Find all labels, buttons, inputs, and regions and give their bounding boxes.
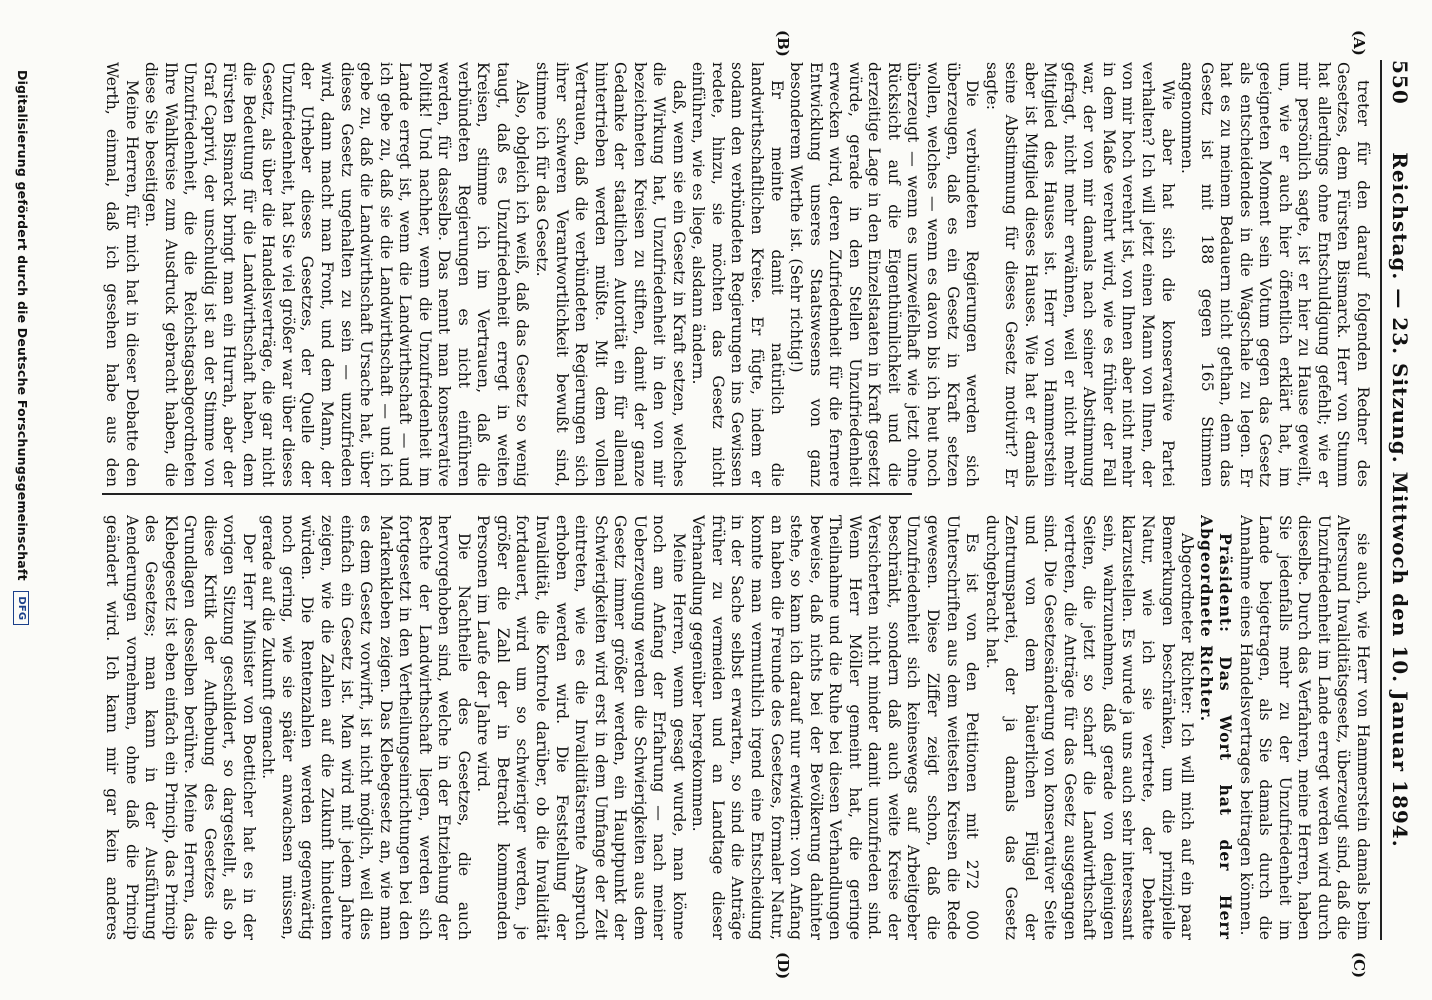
paragraph: Abgeordneter Richter: Ich will mich auf ein paar Bemerkungen beschränken, um die prinzipielle Natur, wie ich sie vertrete, der Debatte klarzustellen. Es wurde ja uns auch sehr interessant sein, wahrzunehmen, daß gerade von denjenigen Seiten, die jetzt so scharf die Landwirthschaft vertreten, die Anträge für das Gesetz ausgegangen sind. Die Gesetzesänderung von konservativer Seite und von dem bäuerlichen Flügel der Zentrumspartei, der ja damals das Gesetz durchgebracht hat.	[982, 515, 1197, 940]
speaker-line: Präsident: Das Wort hat der Herr Abgeordnete Richter.	[1196, 515, 1236, 940]
page-title: Reichstag. — 23. Sitzung. Mittwoch den 10. Januar 1894.	[1388, 152, 1412, 848]
paragraph: Wie aber hat sich die konservative Partei verhalten? Ich will jetzt einen Mann von Ihnen, der von mir hoch verehrt ist, von Ihnen aber nicht mehr in dem Maße verehrt wird, wie es früher der Fall war, der von mir damals nach seiner Abstimmung gefragt, nicht mehr erwähnen, weil er nicht mehr Mitglied des Hauses ist. Herr von Hammerstein aber ist Mitglied dieses Hauses. Wie hat er damals seine Abstimmung für dieses Gesetz motivirt? Er sagte:	[982, 62, 1177, 487]
margin-marker-b: (B)	[774, 30, 792, 57]
margin-marker-a: (A)	[1350, 30, 1368, 56]
paragraph: Meine Herren, wenn gesagt wurde, man könne noch am Anfang der Erfahrung — nach meiner Ueberzeugung werden die Schwierigkeiten aus dem Gesetz immer größer werden, ein Hauptpunkt der Schwierigkeiten wird erst in dem Umfange der Zeit eintreten, wie es die Invaliditätsrente Anspruch erhoben werden wird. Die Feststellung der Invalidität, die Kontrole darüber, ob die Invalidität fortdauert, wird um so schwieriger werden, je größer die Zahl der in Betracht kommenden Personen im Laufe der Jahre wird.	[474, 515, 688, 940]
dfg-logo: DFG	[14, 591, 30, 625]
paragraph: Die Nachtheile des Gesetzes, die auch hervorgehoben sind, welche in der Entziehung der Rechte der Landwirthschaft liegen, werden sich fortgesetzt in den Vertheilungseinrichtungen bei den Markenkleben zeigen. Das Klebegesetz an, wie man es dem Gesetz vorwirft, ist nicht möglich, weil dies einfach ein Gesetz ist. Man wird mit jedem Jahre zeigen, wie die Zahlen auf die Zukunft hindeuten würden. Die Rentenzahlen werden gegenwärtig noch gering, wie sie später anwachsen müssen, gerade auf die Zukunft gemacht.	[259, 515, 473, 940]
paragraph: Meine Herren, für mich hat in dieser Debatte den Werth, einmal, daß ich gesehen habe aus den	[103, 62, 141, 487]
text-column-left	[102, 62, 1372, 487]
text-column-right	[102, 515, 1372, 940]
column-divider	[102, 493, 912, 495]
paragraph: Der Herr Minister von Boetticher hat es in der vorigen Sitzung geschildert, so dargestellt, als ob diese Kritik der Aufhebung des Gesetzes die Grundlagen desselben berühre. Meine Herren, das Klebegesetz ist eben einfach ein Princip, das Princip des Gesetzes; man kann in der Ausführung Aenderungen vornehmen, ohne daß die Princip geändert wird. Ich kann mir gar kein anderes	[103, 515, 258, 940]
quoted-paragraph: daß, wenn sie ein Gesetz in Kraft setzen, welches die Wirkung hat, Unzufriedenheit in den von mir bezeichneten Kreisen zu stiften, damit der ganze Gedanke der staatlichen Autorität ein für allemal hintertrieben werden müßte. Mit dem vollen Vertrauen, daß die verbündeten Regierungen sich ihrer schweren Verantwortlichkeit bewußt sind, stimme ich für das Gesetz.	[533, 62, 688, 487]
margin-marker-d: (D)	[774, 952, 792, 980]
credit-text: Digitalisierung gefördert durch die Deutsche Forschungsgemeinschaft	[15, 70, 30, 581]
paragraph: Also, obgleich ich weiß, daß das Gesetz so wenig taugt, daß es Unzufriedenheit erregt in weiten Kreisen, stimme ich im Vertrauen, daß die verbündeten Regierungen es nicht einführen werden, für dasselbe. Das nennt man konservative Politik! Und nachher, wenn die Unzufriedenheit im Lande erregt ist, wenn die Landwirthschaft — und ich gebe zu, daß sie die Landwirthschaft — und ich gebe zu, daß die Landwirthschaft Ursache hat, über dieses Gesetz ungehalten zu sein — unzufrieden wird, dann macht man Front, und dem Mann, der der Urheber dieses Gesetzes, der Quelle der Unzufriedenheit, hat Sie viel größer war über dieses Gesetz, als über die Handelsverträge, die gar nicht die Bedeutung für die Landwirthschaft haben, dem Fürsten Bismarck bringt man ein Hurrah, aber der Graf Caprivi, der unschuldig ist an der Stimme von Unzufriedenheit, die die Reichstagsabgeordneten Ihre Wahlkreise zum Ausdruck gebracht haben, die diese Sie beseitigen.	[142, 62, 532, 487]
paragraph: sie auch, wie Herr von Hammerstein damals beim Altersund Invaliditätsgesetz, überzeugt sind, daß die Unzufriedenheit im Lande erregt werden wird durch dieselbe. Durch das Verfahren, meine Herren, haben Sie jedenfalls mehr zu der Unzufriedenheit im Lande beigetragen, als Sie damals durch die Annahme eines Handelsvertrages beitragen können.	[1236, 515, 1372, 940]
paragraph: treter für den darauf folgenden Redner des Gesetzes, dem Fürsten Bismarck. Herr von Stumm hat allerdings ohne Entschuldigung gefehlt; wie er mir persönlich sagte, ist er hier zu Hause geweilt, um, wie er auch hier öffentlich erklärt hat, im geeigneten Moment sein Votum gegen das Gesetz als entscheidendes in die Wagschale zu legen. Er hat es zu meinem Bedauern nicht gethan, denn das Gesetz ist mit 188 gegen 165 Stimmen angenommen.	[1178, 62, 1372, 487]
margin-marker-c: (C)	[1350, 952, 1368, 979]
paragraph: Er meinte damit natürlich die landwirthschaftlichen Kreise. Er fügte, indem er sodann den verbündeten Regierungen ins Gewissen redete, hinzu, sie möchten das Gesetz nicht einführen, wie es liege, alsdann ändern.	[689, 62, 786, 487]
paragraph: Es ist von den Petitionen mit 272 000 Unterschriften aus dem weitesten Kreisen die Rede gewesen. Diese Ziffer zeigt schon, daß die Unzufriedenheit sich keineswegs auf Arbeitgeber beschränkt, sondern daß auch weite Kreise der Versicherten nicht minder damit unzufrieden sind. Wenn Herr Möller gemeint hat, die geringe Theilnahme und die Ruhe bei diesen Verhandlungen beweise, daß nichts bei der Bevölkerung dahinter stehe, so kann ich darauf nur erwidern: von Anfang an haben die Freunde des Gesetzes, formaler Natur, konnte man vermuthlich irgend eine Entscheidung in der Sache selbst erwarten, so sind die Anträge früher zu vermeiden und an Landtage dieser Verhandlung gegenüber hergekommen.	[689, 515, 982, 940]
page-header	[1380, 60, 1418, 940]
quoted-paragraph: Die verbündeten Regierungen werden sich überzeugen, daß es ein Gesetz in Kraft setzen wollen, welches — wenn es davon bis ich heut noch überzeugt — wenn es unzweifelhaft wie jetzt ohne Rücksicht auf die Eigenthümlichkeit und die derzeitige Lage in den Einzelstaaten in Kraft gesetzt würde, gerade in den Stellen Unzufriedenheit erwecken wird, deren Zufriedenheit für die fernere Entwicklung unseres Staatswesens von ganz besonderem Werthe ist. (Sehr richtig!)	[787, 62, 982, 487]
page-number: 550	[1388, 60, 1412, 105]
digitization-credit	[8, 70, 30, 940]
